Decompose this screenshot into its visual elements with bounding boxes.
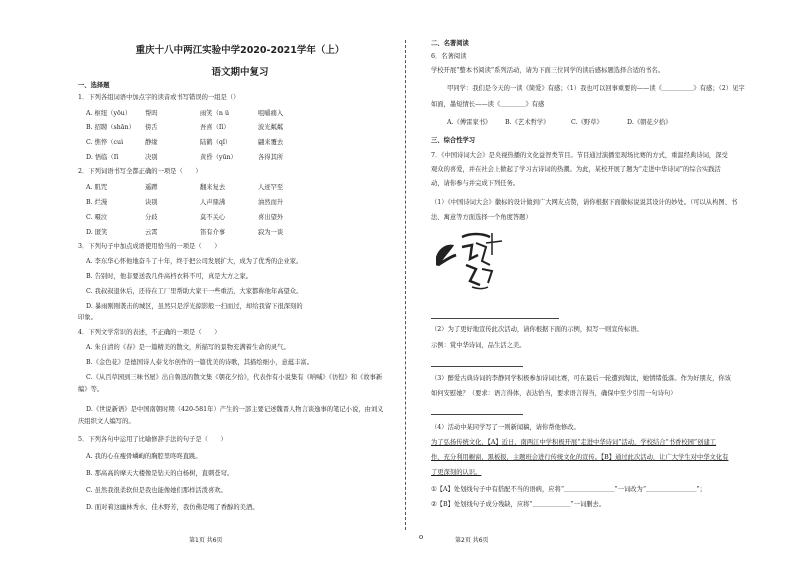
exam-subtitle: 语文期中复习: [211, 67, 269, 78]
news-line1: 为了弘扬传统文化，【A】近日，南两江中学积极开展“走进中华诗词”活动，学校结合“书香校园”创建工: [431, 439, 717, 446]
q5-option-c: C. 虽然我很柔软但是我也能像她们那样活泼喜欢。: [86, 487, 227, 494]
q7-sub3-line1: （3）醉爱古典诗词的李静同学积极参加诗词比赛，可在最后一轮遭到淘汰，她情绪低落。作为好朋友，你该: [431, 375, 731, 382]
section-heading-3: 三、综合性学习: [431, 137, 476, 144]
news-line3: 了更深刻的认识。: [431, 469, 482, 476]
q2-d-4: 寂为一谈: [258, 229, 284, 236]
q7-sub4: （4）活动中某同学写了一则新闻稿，请你帮他修改。: [431, 424, 580, 431]
q7-sub3-line2: 如何安慰她？（要求：语言得体，表达恰当，要求语言得当，确保中至少引用一句诗句）: [431, 390, 677, 397]
q5-option-d: D. 面对着这幽林秀水、佳木野芳，我仿佛是喝了香醇的美酒。: [86, 504, 259, 511]
q6-stem: 6．名著阅读: [431, 53, 467, 60]
q1-a-4: 咀嚼痛入: [258, 110, 284, 117]
q1-d-2: 决别: [145, 154, 158, 161]
q2-c-4: 喜出望外: [258, 214, 284, 221]
section-heading-2: 二、名著阅读: [431, 40, 469, 47]
q2-d-2: 云霄: [145, 229, 158, 236]
center-mark: o: [419, 533, 424, 541]
q3-option-d-line2: 印象。: [78, 314, 97, 321]
q3-option-a: A. 李东华心怀他地奋斗了十年，终于把公司发展扩大，成为了优秀的企业家。: [86, 258, 303, 265]
q6-option-c: C.《野草》: [571, 119, 603, 126]
q1-stem: 1．下列各组词语中加点字的读音或书写错误的一组是（）: [78, 94, 240, 101]
q2-d-3: 笛有介事: [200, 229, 226, 236]
q5-option-a: A. 我的心在瘦骨嶙峋的胸腔里咚咚直跳。: [86, 453, 202, 460]
section-heading-1: 一、选择题: [78, 82, 110, 89]
q7-line2: 观众的喜爱，并在社会上掀起了学习古诗词的热潮。为此，某校开展了题为“走进中华诗词”的综合实践活: [431, 166, 721, 173]
answer-line-2[interactable]: [431, 366, 523, 367]
q7-line3: 动，请你参与并完成下列任务。: [431, 180, 520, 187]
q7-sub1-line1: （1）《中国诗词大会》徽标的设计做到广大网友点赞，请你根据下面徽标说说其设计的妙处。（可以从构图、书: [431, 199, 738, 206]
q1-c-2: 静缘: [145, 139, 158, 146]
q1-c-4: 翩来覆去: [258, 139, 284, 146]
q1-a-2: 帮吗: [145, 110, 158, 117]
q2-c-1: C. 嗫泣: [86, 214, 108, 221]
q4-option-b: B.《金色花》是德国诗人泰戈尔创作的一篇优美的诗歌，其描绘细小，意蕴丰富。: [86, 359, 314, 366]
q7-line1: 7．《中国诗词大会》是央视热播的文化益智类节目。节目通过演播室现场比赛的方式，重温经典诗词，深受: [431, 152, 728, 159]
q4-option-c-line1: C.《从百草园到三味书屋》出自鲁迅的散文集《朝花夕拾》，代表作有小说集有《呐喊》《彷徨》和《故事新: [86, 374, 383, 381]
q2-c-2: 分歧: [145, 214, 158, 221]
q3-option-b: B. 告别时，他非要送我几件高档衣料不可，真是大方之家。: [86, 273, 253, 280]
q1-a-3: 雨笑（n ü: [200, 110, 230, 117]
q1-d-3: 黄昏（yūn）: [200, 154, 237, 161]
q4-option-d-line2: 庆组织文人编写的。: [78, 418, 135, 425]
q6-option-b: B.《艺术哲学》: [505, 119, 550, 126]
q1-b-4: 波光粼粼: [258, 124, 284, 131]
fix-instruction-1: ①【A】处划线句子中有搭配不当的语病，应将“＿＿＿＿＿＿＿＿”一词改为“＿＿＿＿＿＿＿＿”；: [431, 486, 706, 493]
q3-option-d-line1: D. 暴雨刚刚袭击的城区，虽然只是浮光掠影般一扫而过，却给我留下很深刻的: [86, 303, 303, 310]
answer-line-3[interactable]: [431, 414, 523, 415]
q7-example: 示例：赏中华诗词，品生活之美。: [431, 342, 526, 349]
q1-b-3: 吾喜（Iǐ）: [200, 124, 230, 131]
q4-option-a: A. 朱自清的《春》是一篇精美的散文，所描写的景物充满着生命的灵气。: [86, 344, 290, 351]
q2-b-3: 人声鼎沸: [200, 199, 226, 206]
q1-b-2: 傍舌: [145, 124, 158, 131]
q6-prompt-line1: 甲同学：我们是今天的一读《简爱》有感；（1）我也可以回事重要的——读《＿＿＿＿＿》有感；（2）见字: [447, 85, 745, 92]
q2-d-1: D. 匿笑: [86, 229, 108, 236]
page-footer-2: 第2页 共6页: [455, 537, 489, 544]
q5-option-b: B. 那高高的摩天大楼像是钻天的白杨树，直刺苍穹。: [86, 470, 234, 477]
q6-option-a: A.《傅雷家书》: [447, 119, 492, 126]
q2-a-1: A. 肌咒: [86, 184, 108, 191]
fix-instruction-2: ②【B】处划线句子成分残缺，应将“＿＿＿＿＿＿”一词删去。: [431, 501, 606, 508]
q2-a-4: 人迹罕至: [258, 184, 284, 191]
poetry-conference-logo: [432, 225, 512, 295]
q4-stem: 4．下列文学常识的表述，不正确的一项是（ ）: [78, 329, 221, 336]
q4-option-c-line2: 编》等。: [78, 386, 104, 393]
q2-b-2: 诀别: [145, 199, 158, 206]
page-footer-1: 第1页 共6页: [189, 537, 223, 544]
q6-intro: 学校开展“整本书阅读”系列活动，请为下面三位同学的读后感标题选择合适的书名。: [431, 67, 665, 74]
q2-a-2: 遥蹲: [145, 184, 158, 191]
q2-stem: 2．下列词语书写全都正确的一项是（ ）: [78, 168, 202, 175]
q2-a-3: 翻来复去: [200, 184, 226, 191]
q5-stem: 5．下列各句中运用了比喻修辞手法的句子是（ ）: [78, 436, 227, 443]
q6-prompt-line2: 如面，墨短情长——读《＿＿＿＿》有感: [431, 101, 545, 108]
news-line2: 作，充分利用橱窗，黑板报，主题班会进行传统文化的宣传。【B】通过此次活动，让广大学生对中华文化有: [431, 454, 729, 461]
q7-sub1-line2: 法、寓意等方面选择一个角度答题）: [431, 214, 532, 221]
q3-stem: 3．下列句子中加点成语使用恰当的一项是（ ）: [78, 243, 221, 250]
q1-c-1: C. 憔悴（cuì: [86, 139, 124, 146]
exam-title: 重庆十八中两江实验中学2020-2021学年（上）: [135, 45, 345, 56]
q7-sub2: （2）为了更好地宣传此次活动，请你根据下面的示例，拟写一则宣传标语。: [431, 326, 643, 333]
q4-option-d-line1: D.《世说新语》是中国南朝时期（420-581年）产生的一部主要记述魏晋人物言谈逸事的笔记小说，由刘义: [86, 406, 384, 413]
answer-line-1[interactable]: [431, 318, 559, 319]
q1-d-1: D. 悟临（Iǐ: [86, 154, 119, 161]
q6-option-d: D.《朝花夕拾》: [627, 119, 672, 126]
q1-d-4: 各得其所: [258, 154, 284, 161]
q1-c-3: 陆鹤（qǐ）: [200, 139, 232, 146]
q1-a-1: A. 枢纽（yōu）: [86, 110, 132, 117]
q2-b-4: 油然而升: [258, 199, 284, 206]
q3-option-c: C. 我叔叔退休后，还待在工厂里帮助大家干一些重活，大家都称他年高望众。: [86, 288, 303, 295]
q2-c-3: 莫不关心: [200, 214, 226, 221]
q2-b-1: B. 烂漫: [86, 199, 108, 206]
q1-b-1: B. 招聘（shān）: [86, 124, 135, 131]
